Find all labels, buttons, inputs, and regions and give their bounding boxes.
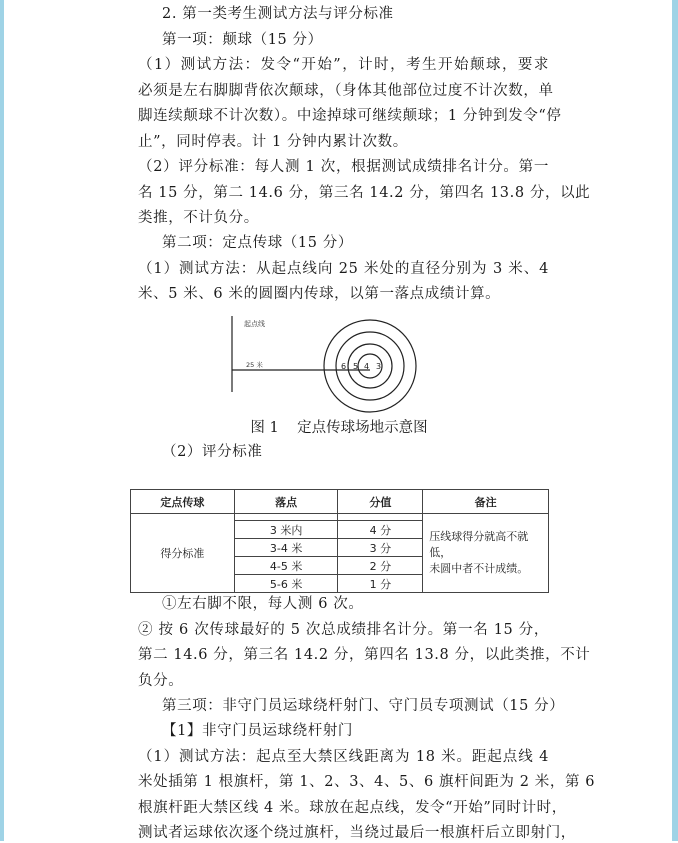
- header-cell: 备注: [423, 490, 549, 514]
- distance-label: 25 米: [246, 361, 263, 369]
- rule-2-line: 负分。: [138, 673, 184, 689]
- zone-cell: 3 米内: [234, 521, 338, 539]
- paragraph-line: （2）评分标准：每人测 1 次，根据测试成绩排名计分。第一: [138, 159, 549, 175]
- scoring-heading: （2）评分标准: [162, 444, 263, 460]
- rule-2-line: 第二 14.6 分，第三名 14.2 分，第四名 13.8 分，以此类推，不计: [138, 647, 591, 663]
- paragraph-line: 脚连续颠球不计次数）。中途掉球可继续颠球；1 分钟到发令“停: [138, 108, 562, 124]
- paragraph-line: 米处插第 1 根旗杆，第 1、2、3、4、5、6 旗杆间距为 2 米，第 6: [138, 774, 596, 790]
- note-line: 未圆中者不计成绩。: [429, 562, 529, 575]
- ring-label-4: 4: [364, 362, 370, 371]
- start-line-label: 起点线: [244, 320, 265, 328]
- item-1-heading: 第一项：颠球（15 分）: [162, 32, 323, 48]
- section-heading: 2. 第一类考生测试方法与评分标准: [162, 6, 394, 22]
- header-cell: 定点传球: [131, 490, 235, 514]
- subitem-heading: 【1】非守门员运球绕杆射门: [162, 723, 354, 739]
- header-cell: 分值: [338, 490, 423, 514]
- group-label-cell: 得分标准: [131, 514, 235, 593]
- item-2-heading: 第二项：定点传球（15 分）: [162, 235, 353, 251]
- paragraph-line: 测试者运球依次逐个绕过旗杆，当绕过最后一根旗杆后立即射门，: [138, 825, 576, 841]
- score-cell: 4 分: [338, 521, 423, 539]
- passing-field-diagram: [0, 0, 678, 420]
- zone-cell: 4-5 米: [234, 557, 338, 575]
- paragraph-line: 类推，不计负分。: [138, 210, 259, 226]
- paragraph-line: 止”，同时停表。计 1 分钟内累计次数。: [138, 134, 408, 150]
- rule-1: ①左右脚不限，每人测 6 次。: [162, 596, 364, 612]
- table-header-row: [131, 490, 549, 514]
- ring-6m: [324, 320, 416, 412]
- ring-label-5: 5: [353, 362, 359, 371]
- scoring-table: [130, 489, 549, 593]
- ring-label-3: 3: [376, 362, 382, 371]
- score-cell: 1 分: [338, 575, 423, 593]
- paragraph-line: 名 15 分，第二 14.6 分，第三名 14.2 分，第四名 13.8 分，以此: [138, 185, 591, 201]
- paragraph-line: 根旗杆距大禁区线 4 米。球放在起点线，发令“开始”同时计时，: [138, 800, 567, 816]
- paragraph-line: 必须是左右脚脚背依次颠球，（身体其他部位过度不计次数，单: [138, 83, 554, 99]
- paragraph-line: 米、5 米、6 米的圆圈内传球，以第一落点成绩计算。: [138, 286, 501, 302]
- zone-cell: 5-6 米: [234, 575, 338, 593]
- item-3-heading: 第三项：非守门员运球绕杆射门、守门员专项测试（15 分）: [162, 698, 565, 714]
- rule-2-line: ② 按 6 次传球最好的 5 次总成绩排名计分。第一名 15 分，: [138, 622, 549, 638]
- paragraph-line: （1）测试方法：发令“开始”，计时，考生开始颠球，要求: [138, 57, 549, 73]
- paragraph-line: （1）测试方法：起点至大禁区线距离为 18 米。距起点线 4: [138, 749, 549, 765]
- table-row: [131, 514, 549, 521]
- spacer-cell: [338, 514, 423, 521]
- score-cell: 2 分: [338, 557, 423, 575]
- ring-label-6: 6: [341, 362, 347, 371]
- note-line: 压线球得分就高不就低，: [429, 530, 529, 559]
- zone-cell: 3-4 米: [234, 539, 338, 557]
- note-cell: [423, 514, 549, 593]
- figure-caption: 图 1 定点传球场地示意图: [250, 420, 428, 436]
- spacer-cell: [234, 514, 338, 521]
- header-cell: 落点: [234, 490, 338, 514]
- score-cell: 3 分: [338, 539, 423, 557]
- ring-5m: [336, 332, 404, 400]
- paragraph-line: （1）测试方法：从起点线向 25 米处的直径分别为 3 米、4: [138, 261, 549, 277]
